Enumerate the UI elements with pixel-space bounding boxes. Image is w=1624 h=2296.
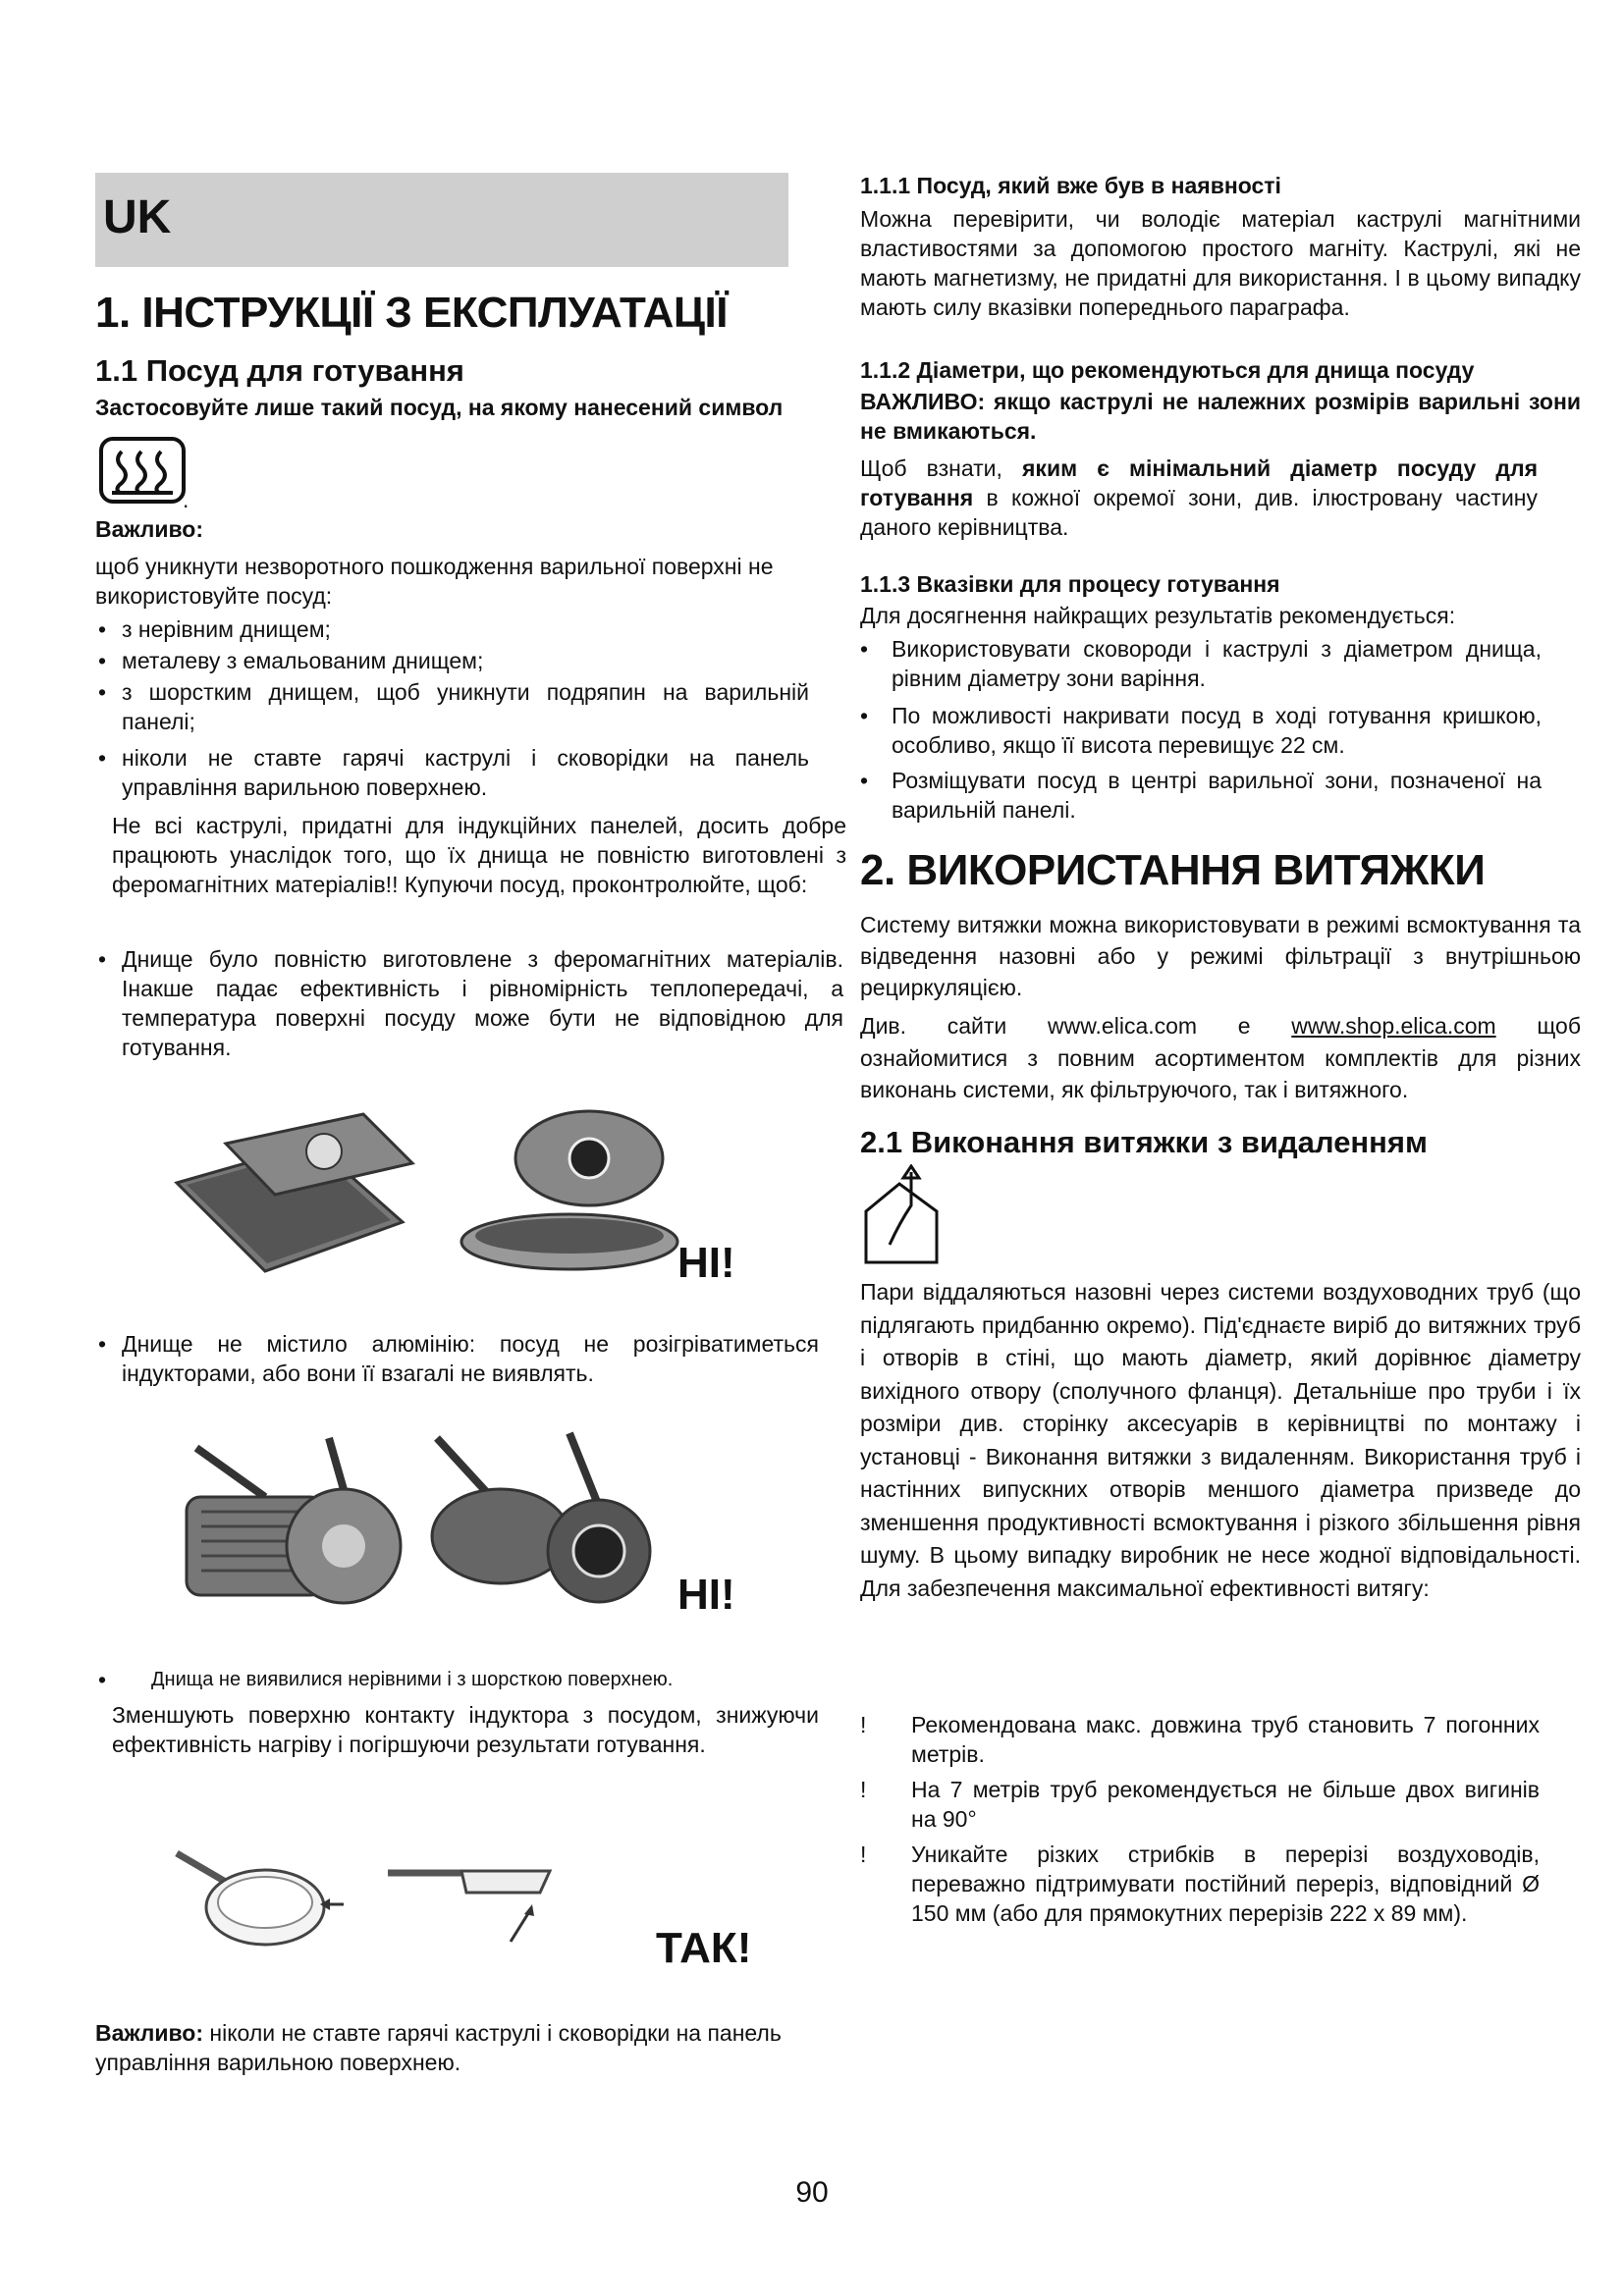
diameters-text	[860, 454, 1538, 542]
verdict-no-1: НІ!	[677, 1239, 735, 1287]
bullet-mark: •	[98, 1667, 107, 1692]
bullet-mark: •	[98, 616, 107, 642]
list-item-text: Днище було повністю виготовлене з феромагнітних матеріалів. Інакше падає ефективність і рівномірність теплопередачі, а температура поверхні посуду може бути не відповідною для готування.	[122, 946, 843, 1060]
list-item	[860, 634, 1581, 693]
site-link-elica[interactable]: www.elica.com	[1047, 1013, 1198, 1039]
section-heading-instructions: 1. ІНСТРУКЦІЇ З ЕКСПЛУАТАЦІЇ	[95, 289, 728, 337]
final-important-label: Важливо:	[95, 2020, 204, 2046]
diameters-text-bold: яким є мінімальний діаметр посуду для готування	[860, 455, 1538, 510]
subsection-heading-cookware: 1.1 Посуд для готування	[95, 353, 464, 388]
list-item	[860, 1840, 1581, 1928]
cooking-tips-intro: Для досягнення найкращих результатів рекомендується:	[860, 603, 1456, 628]
language-bar	[95, 173, 788, 267]
illustration-correct-pans	[167, 1834, 560, 1951]
list-item-text: Розміщувати посуд в центрі варильної зони, позначеної на варильній панелі.	[892, 768, 1542, 823]
page-number: 90	[795, 2176, 829, 2209]
list-item	[98, 743, 844, 802]
bullet-mark: •	[98, 1331, 107, 1357]
list-item	[860, 1710, 1581, 1769]
list-item	[860, 701, 1581, 760]
list-item	[98, 944, 844, 1062]
diameters-text-1: Щоб взнати,	[860, 455, 1023, 481]
list-item	[98, 677, 844, 736]
section-heading-hood-usage: 2. ВИКОРИСТАННЯ ВИТЯЖКИ	[860, 846, 1486, 894]
bullet-mark: •	[98, 745, 107, 771]
list-item-text: з нерівним днищем;	[122, 616, 331, 642]
final-important-note	[95, 2018, 851, 2077]
bullet-mark: •	[98, 648, 107, 673]
list-item-text: Днище не містило алюмінію: посуд не розігріватиметься індукторами, або вони її взагалі не виявлять.	[122, 1331, 819, 1386]
see-text-3: е	[1237, 1013, 1251, 1039]
subsection-heading-cooking-tips: 1.1.3 Вказівки для процесу готування	[860, 571, 1280, 597]
verdict-yes: ТАК!	[656, 1924, 752, 1972]
list-item	[860, 766, 1581, 825]
list-item-text: Уникайте різких стрибків в перерізі воздуховодів, переважно підтримувати постійний переріз, відповідний Ø 150 мм (або для прямокутних перерізів 222 х 89 мм).	[911, 1842, 1540, 1926]
list-item	[98, 646, 844, 675]
list-item-text: Використовувати сковороди і каструлі з діаметром днища, рівним діаметру зони варіння.	[892, 636, 1542, 691]
excl-mark: !	[860, 1842, 867, 1867]
list-item-text: Рекомендована макс. довжина труб становить 7 погонних метрів.	[911, 1712, 1540, 1767]
bullet-mark: •	[860, 703, 869, 728]
verdict-no-2: НІ!	[677, 1571, 735, 1619]
not-all-pans-note: Не всі каструлі, придатні для індукційних панелей, досить добре працюють унаслідок того, що їх днища не повністю виготовлені з феромагнітних матеріалів!! Купуючи посуд, проконтролюйте, щоб:	[112, 813, 846, 897]
diameters-important: ВАЖЛИВО: якщо каструлі не належних розмірів варильні зони не вмикаються.	[860, 389, 1581, 444]
list-item	[98, 1329, 844, 1388]
excl-mark: !	[860, 1712, 867, 1737]
list-item-text: металеву з емальованим днищем;	[122, 648, 484, 673]
subsection-heading-diameters: 1.1.2 Діаметри, що рекомендуються для днища посуду	[860, 357, 1475, 383]
symbol-dot: .	[183, 487, 189, 512]
see-text-1: Див.	[860, 1013, 907, 1039]
hood-system-text: Систему витяжки можна використовувати в режимі всмоктування та відведення назовні або у режимі фільтрації з внутрішньою рециркуляцією.	[860, 912, 1581, 1000]
list-item	[860, 1775, 1581, 1834]
bullet-mark: •	[98, 946, 107, 972]
existing-cookware-text: Можна перевірити, чи володіє матеріал каструлі магнітними властивостями за допомогою простого магніту. Каструлі, які не мають магнетизму, не придатні для використання. І в цьому випадку мають силу вказівки попереднього параграфа.	[860, 206, 1581, 320]
see-sites-rest: ознайомитися з повним асортиментом комплектів для різних виконань системи, як фільтруючого, так і витяжного.	[860, 1045, 1581, 1102]
illustration-grill-frying-pans	[177, 1428, 707, 1605]
excl-mark: !	[860, 1777, 867, 1802]
list-item-text: По можливості накривати посуд в ході готування кришкою, особливо, якщо її висота перевищує 22 см.	[892, 703, 1542, 758]
see-text-4: щоб	[1537, 1013, 1581, 1039]
list-item	[98, 614, 844, 644]
subsection-heading-extraction: 2.1 Виконання витяжки з видаленням	[860, 1125, 1428, 1159]
important-intro: щоб уникнути незворотного пошкодження варильної поверхні не використовуйте посуд:	[95, 554, 774, 609]
important-label: Важливо:	[95, 516, 204, 542]
site-link-shop-elica[interactable]: www.shop.elica.com	[1291, 1013, 1496, 1039]
symbol-instruction: Застосовуйте лише такий посуд, на якому нанесений символ	[95, 395, 784, 420]
illustration-griddle-paella	[167, 1104, 697, 1281]
extraction-house-icon	[860, 1164, 943, 1266]
see-sites-line	[860, 1011, 1581, 1041]
bullet-mark: •	[860, 636, 869, 662]
list-item-text: з шорстким днищем, щоб уникнути подряпин на варильній панелі;	[122, 679, 809, 734]
list-item-text: Днища не виявилися нерівними і з шорсткою поверхнею.	[151, 1669, 674, 1690]
extraction-text: Пари віддаляються назовні через системи воздуховодних труб (що підлягають придбанню окремо). Під'єднаєте виріб до витяжних труб і отворів в стіні, що мають діаметр, який дорівнює діаметру вихідного отвору (сполучного фланця). Детальніше про труби і їх розміри див. сторінку аксесуарів в керівництві по монтажу і установці - Виконання витяжки з видаленням. Використання труб і настінних випускних отворів меншого діаметра призведе до зменшення продуктивності всмоктування і різкого збільшення рівня шуму. В цьому випадку виробник не несе жодної відповідальності. Для забезпечення максимальної ефективності витягу:	[860, 1279, 1581, 1601]
diameters-text-2: в кожної окремої зони, див. ілюстровану частину даного керівництва.	[860, 485, 1538, 540]
list-item-text: На 7 метрів труб рекомендується не більше двох вигинів на 90°	[911, 1777, 1540, 1832]
subsection-heading-existing-cookware: 1.1.1 Посуд, який вже був в наявності	[860, 173, 1281, 198]
reduce-contact-note: Зменшують поверхню контакту індуктора з посудом, знижуючи ефективність нагріву і погіршуючи результати готування.	[112, 1702, 819, 1757]
list-item-text: ніколи не ставте гарячі каструлі і сковорідки на панель управління варильною поверхнею.	[122, 745, 809, 800]
final-important-text: ніколи не ставте гарячі каструлі і сковорідки на панель управління варильною поверхнею.	[95, 2020, 782, 2075]
language-code: UK	[103, 191, 172, 243]
list-item	[98, 1665, 844, 1694]
bullet-mark: •	[98, 679, 107, 705]
see-text-2: сайти	[947, 1013, 1007, 1039]
bullet-mark: •	[860, 768, 869, 793]
induction-symbol-icon	[98, 436, 187, 505]
